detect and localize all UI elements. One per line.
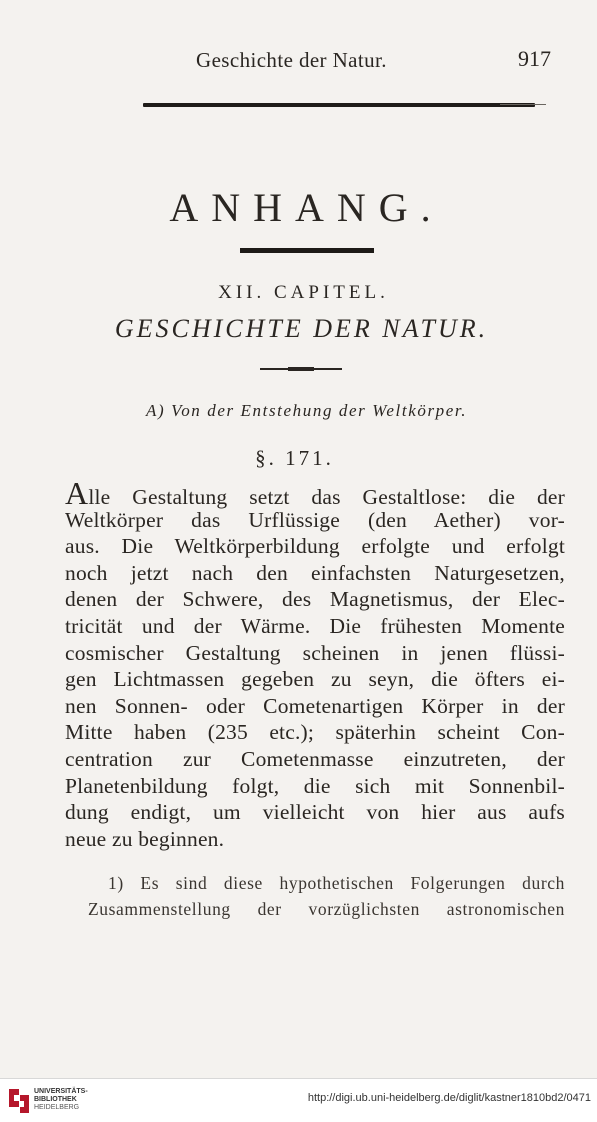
body-line: dung endigt, um vielleicht von hier aus aufs — [65, 800, 565, 825]
digitization-footer — [0, 1078, 597, 1122]
library-name — [34, 1088, 88, 1112]
library-name-line-1: UNIVERSITÄTS- — [34, 1088, 88, 1095]
chapter-divider — [260, 368, 342, 370]
library-logo-icon — [6, 1087, 32, 1115]
body-line: Weltkörper das Urflüssige (den Aether) vor- — [65, 507, 565, 532]
body-line: gen Lichtmassen gegeben zu seyn, die öfters ei- — [65, 667, 565, 692]
body-line: aus. Die Weltkörperbildung erfolgte und erfolgt — [65, 534, 565, 559]
library-name-line-2: BIBLIOTHEK — [34, 1096, 77, 1103]
body-line: centration zur Cometenmasse einzutreten, der — [65, 747, 565, 771]
body-line: Mitte haben (235 etc.); späterhin scheint Con- — [65, 720, 565, 745]
drop-cap: A — [65, 475, 89, 511]
footnote-line: Zusammenstellung der vorzüglichsten astronomischen — [88, 899, 565, 919]
footnote-line: 1) Es sind diese hypothetischen Folgerungen durch — [108, 873, 565, 893]
body-line — [65, 475, 565, 511]
body-line: tricität und der Wärme. Die frühesten Momente — [65, 614, 565, 638]
library-name-line-3: HEIDELBERG — [34, 1104, 80, 1111]
appendix-title: ANHANG. — [169, 185, 444, 230]
header-rule — [143, 103, 535, 107]
paragraph-number: §. 171. — [255, 446, 334, 470]
body-line-text: lle Gestaltung setzt das Gestaltlose: die der — [88, 485, 565, 509]
body-line: nen Sonnen- oder Cometenartigen Körper in der — [65, 693, 565, 718]
header-rule-tail — [500, 104, 546, 105]
body-line: cosmischer Gestaltung scheinen in jenen flüssi- — [65, 640, 565, 665]
body-line: neue zu beginnen. — [65, 826, 225, 851]
body-line: denen der Schwere, des Magnetismus, der Elec- — [65, 587, 565, 612]
body-line: Planetenbildung folgt, die sich mit Sonnenbil- — [65, 773, 565, 798]
body-line: noch jetzt nach den einfachsten Naturgesetzen, — [65, 560, 565, 585]
page-number: 917 — [518, 46, 551, 71]
source-url-link[interactable]: http://digi.ub.uni-heidelberg.de/diglit/kastner1810bd2/0471 — [307, 1092, 591, 1104]
running-title: Geschichte der Natur. — [196, 48, 387, 72]
chapter-label: XII. CAPITEL. — [218, 282, 389, 303]
chapter-title: GESCHICHTE DER NATUR. — [114, 314, 489, 343]
section-heading: A) Von der Entstehung der Weltkörper. — [146, 401, 468, 420]
title-divider — [240, 248, 374, 253]
running-head — [0, 44, 597, 78]
